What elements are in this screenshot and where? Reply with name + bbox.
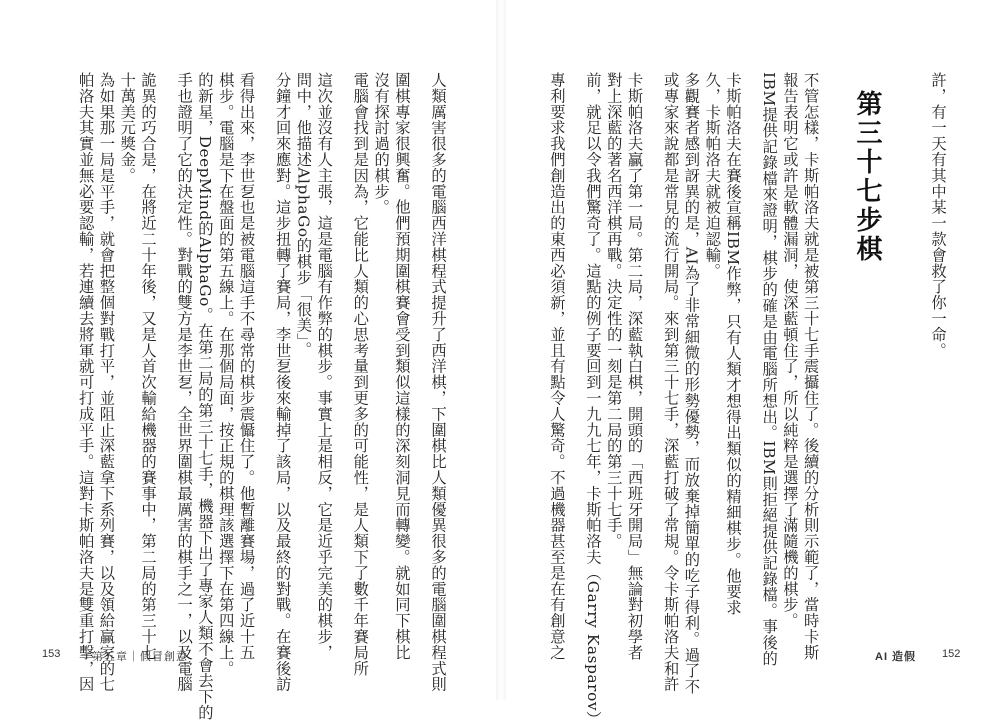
body-line: 久，卡斯帕洛夫就被迫認輸。 — [703, 72, 722, 279]
body-line: 不管怎樣，卡斯帕洛夫就是被第三十七手震攝住了。後續的分析則示範了，當時卡斯 — [801, 72, 820, 661]
right-page-top-text — [878, 72, 948, 620]
body-line: 問中，他描述AlphaGo的棋步「很美」。 — [294, 72, 313, 358]
body-line: 沒有探討過的棋步。 — [372, 72, 391, 216]
body-line: 多觀賽者感到訝異的是，AI為了非常細微的形勢優勢，而放棄掉簡單的吃子得利。過了不 — [682, 72, 701, 695]
body-line: 卡斯帕洛夫贏了第一局。第二局，深藍執白棋，開頭的「西班牙開局」無論對初學者 — [625, 72, 644, 661]
chapter-title: 第三十七步棋 — [852, 90, 882, 264]
body-line: 詭異的巧合是，在將近二十年後，又是人首次輸給機器的賽事中，第二局的第三十七 — [139, 72, 158, 661]
body-line: 報告表明它或許是軟體漏洞，使深藍頓住了，所以純粹是選擇了滿隨機的棋步。 — [780, 72, 799, 629]
page-number-left: 153 — [42, 648, 61, 660]
body-line: 電腦會找到是因為，它能比人類的心思考量到更多的可能性，是人類下了數千年賽局所 — [351, 72, 370, 677]
body-line: 人類厲害很多的電腦西洋棋程式提升了西洋棋，下圍棋比人類優異很多的電腦圍棋程式則 — [429, 72, 447, 693]
body-line: 許，有一天有其中某一款會救了你一命。 — [929, 72, 947, 359]
right-page-body — [547, 72, 836, 727]
body-line: 這次並沒有人主張，這是電腦有作弊的棋步。事實上是相反，它是近乎完美的棋步， — [315, 72, 334, 661]
body-line: 棋步。電腦是下在盤面的第五線上。在那個局面，按正規的棋理該選擇下在第四線上。 — [216, 72, 235, 677]
body-line: 的新星，DeepMind的AlphaGo。在第二局的第三十七手，機器下出了專家人類不會去下的 — [195, 72, 214, 721]
body-line: 或專家來說都是常見的流行開局。來到第三十七手，深藍打破了常規。令卡斯帕洛夫和許 — [661, 72, 680, 693]
body-line: IBM提供記錄檔來證明，棋步的確是由電腦所想出。IBM則拒絕提供記錄檔。事後的 — [760, 72, 779, 667]
body-line: 為如果那一局是平手，就會把整個對戰打平，並阻止深藍拿下系列賽，以及領給贏家的七 — [97, 72, 116, 693]
page-number-right: 152 — [942, 648, 961, 660]
body-line: 卡斯帕洛夫在賽後宣稱IBM作弊，只有人類才想得出類似的精細棋步。他要求 — [724, 72, 743, 616]
left-page — [0, 0, 500, 721]
body-line: 前，就足以令我們驚奇了。這點的例子要回到一九九七年，卡斯帕洛夫（Garry Kasparov） — [583, 72, 602, 727]
body-line: 手也證明了它的決定性。對戰的雙方是李世乭，全世界圍棋最厲害的棋手之一，以及電腦 — [175, 72, 194, 693]
body-line: 對上深藍的著名西洋棋再戰。決定性的一刻是第二局的第三十七手。 — [604, 72, 623, 549]
running-head-left: 第五章｜假冒創意 — [92, 651, 188, 663]
body-line: 帕洛夫其實並無必要認輸，若連續去將軍就可打成平手。這對卡斯帕洛夫是雙重打擊，因 — [76, 72, 95, 693]
body-line: 分鐘才回來應對。這步扭轉了賽局，李世乭後來輸掉了該局，以及最終的對戰。在賽後訪 — [273, 72, 292, 693]
body-line: 圍棋專家很興奮。他們預期圍棋賽會受到類似這樣的深刻洞見而轉變。就如同下棋比 — [392, 72, 411, 661]
running-head-right: AI 造假 — [875, 651, 917, 663]
body-line: 十萬美元獎金。 — [118, 72, 137, 184]
body-line: 專利要求我們創造出的東西必須新，並且有點令人驚奇。不過機器甚至是在有創意之 — [547, 72, 566, 661]
body-line: 看得出來，李世乭也是被電腦這手不尋常的棋步震懾住了。他暫離賽場，過了近十五 — [237, 72, 256, 661]
